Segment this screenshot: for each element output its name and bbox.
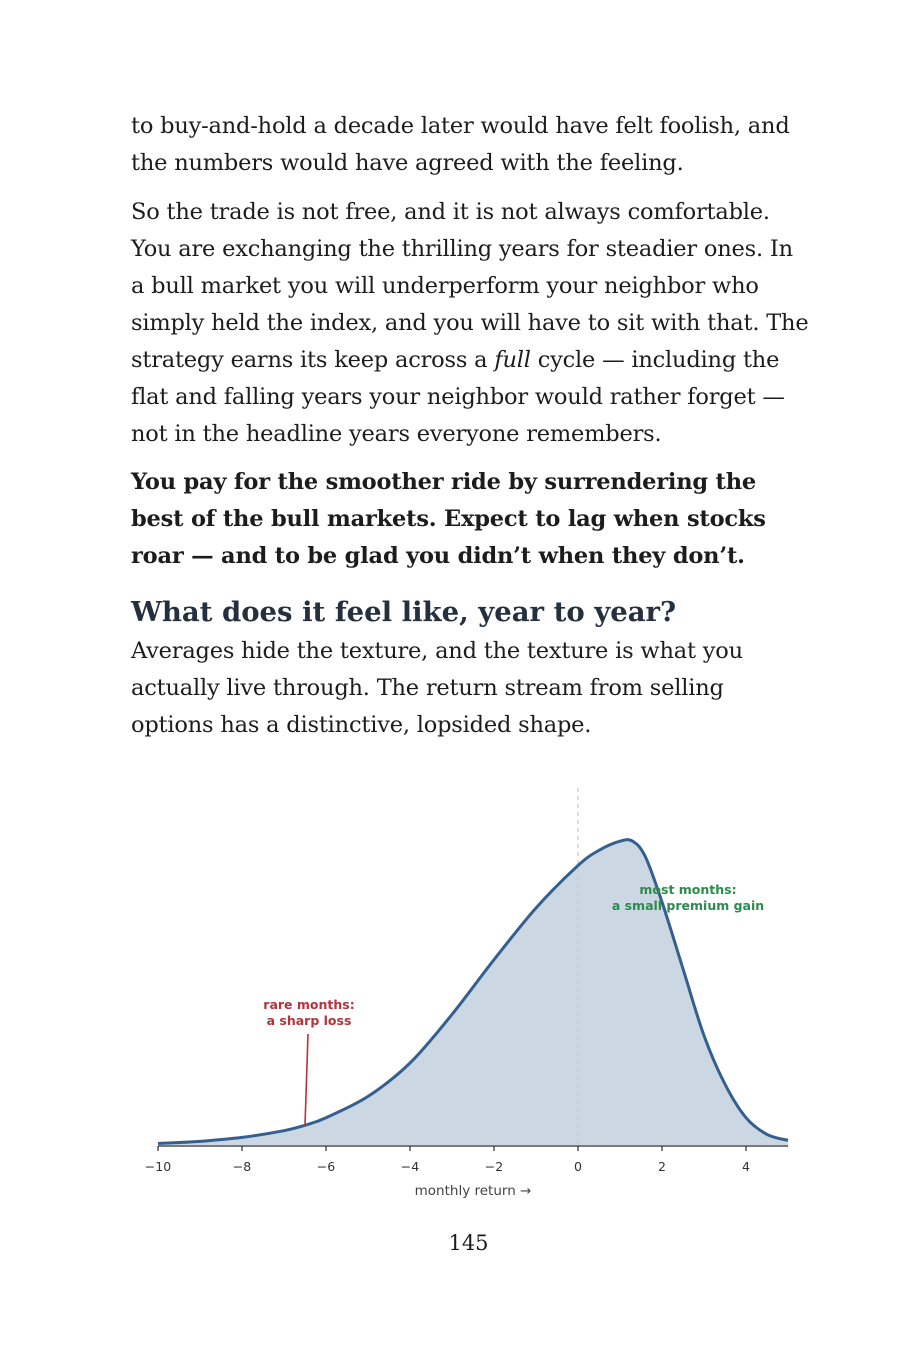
paragraph-4: Averages hide the texture, and the texture is what you actually live through. The return stream from selling options has a distinctive, lopsided shape. [131, 638, 743, 738]
x-axis-label: monthly return → [414, 1183, 532, 1199]
chart-svg [140, 780, 800, 1210]
x-tick-label: 2 [658, 1159, 666, 1174]
loss-annotation-text: rare months: [263, 997, 355, 1012]
loss-annotation-text: a sharp loss [266, 1013, 352, 1028]
paragraph-2-text-a: So the trade is not free, and it is not always comfortable. You are exchanging the thrilling years for steadier ones. In a bull market you will underperform your neighbor who simply held the index, and you will have to sit with that. The strategy earns its keep across a [131, 199, 809, 373]
page-number: 145 [448, 1231, 489, 1255]
return-distribution-chart [140, 780, 800, 1214]
x-tick-label: 4 [742, 1159, 750, 1174]
x-tick-label: −4 [400, 1159, 420, 1174]
gain-annotation-text: a small premium gain [611, 898, 765, 913]
x-tick-label: −10 [144, 1159, 172, 1174]
page-body [131, 108, 811, 744]
paragraph-2 [131, 194, 811, 453]
x-tick-label: 0 [574, 1159, 582, 1174]
section-heading: What does it feel like, year to year? [131, 596, 677, 628]
x-tick-label: −2 [484, 1159, 504, 1174]
gain-annotation-text: most months: [639, 882, 737, 897]
paragraph-2-emphasis: full [494, 347, 531, 373]
loss-annotation-pointer [305, 1034, 308, 1125]
callout-bold-paragraph: You pay for the smoother ride by surrendering the best of the bull markets. Expect to lag when stocks roar — and to be glad you didn’t when they don’t. [131, 469, 766, 569]
paragraph-1: to buy-and-hold a decade later would have felt foolish, and the numbers would have agreed with the feeling. [131, 113, 790, 176]
x-tick-label: −6 [316, 1159, 336, 1174]
paragraph-2-text-b: cycle — including the flat and falling years your neighbor would rather forget — not in the headline years everyone remembers. [131, 347, 785, 447]
x-tick-label: −8 [232, 1159, 252, 1174]
